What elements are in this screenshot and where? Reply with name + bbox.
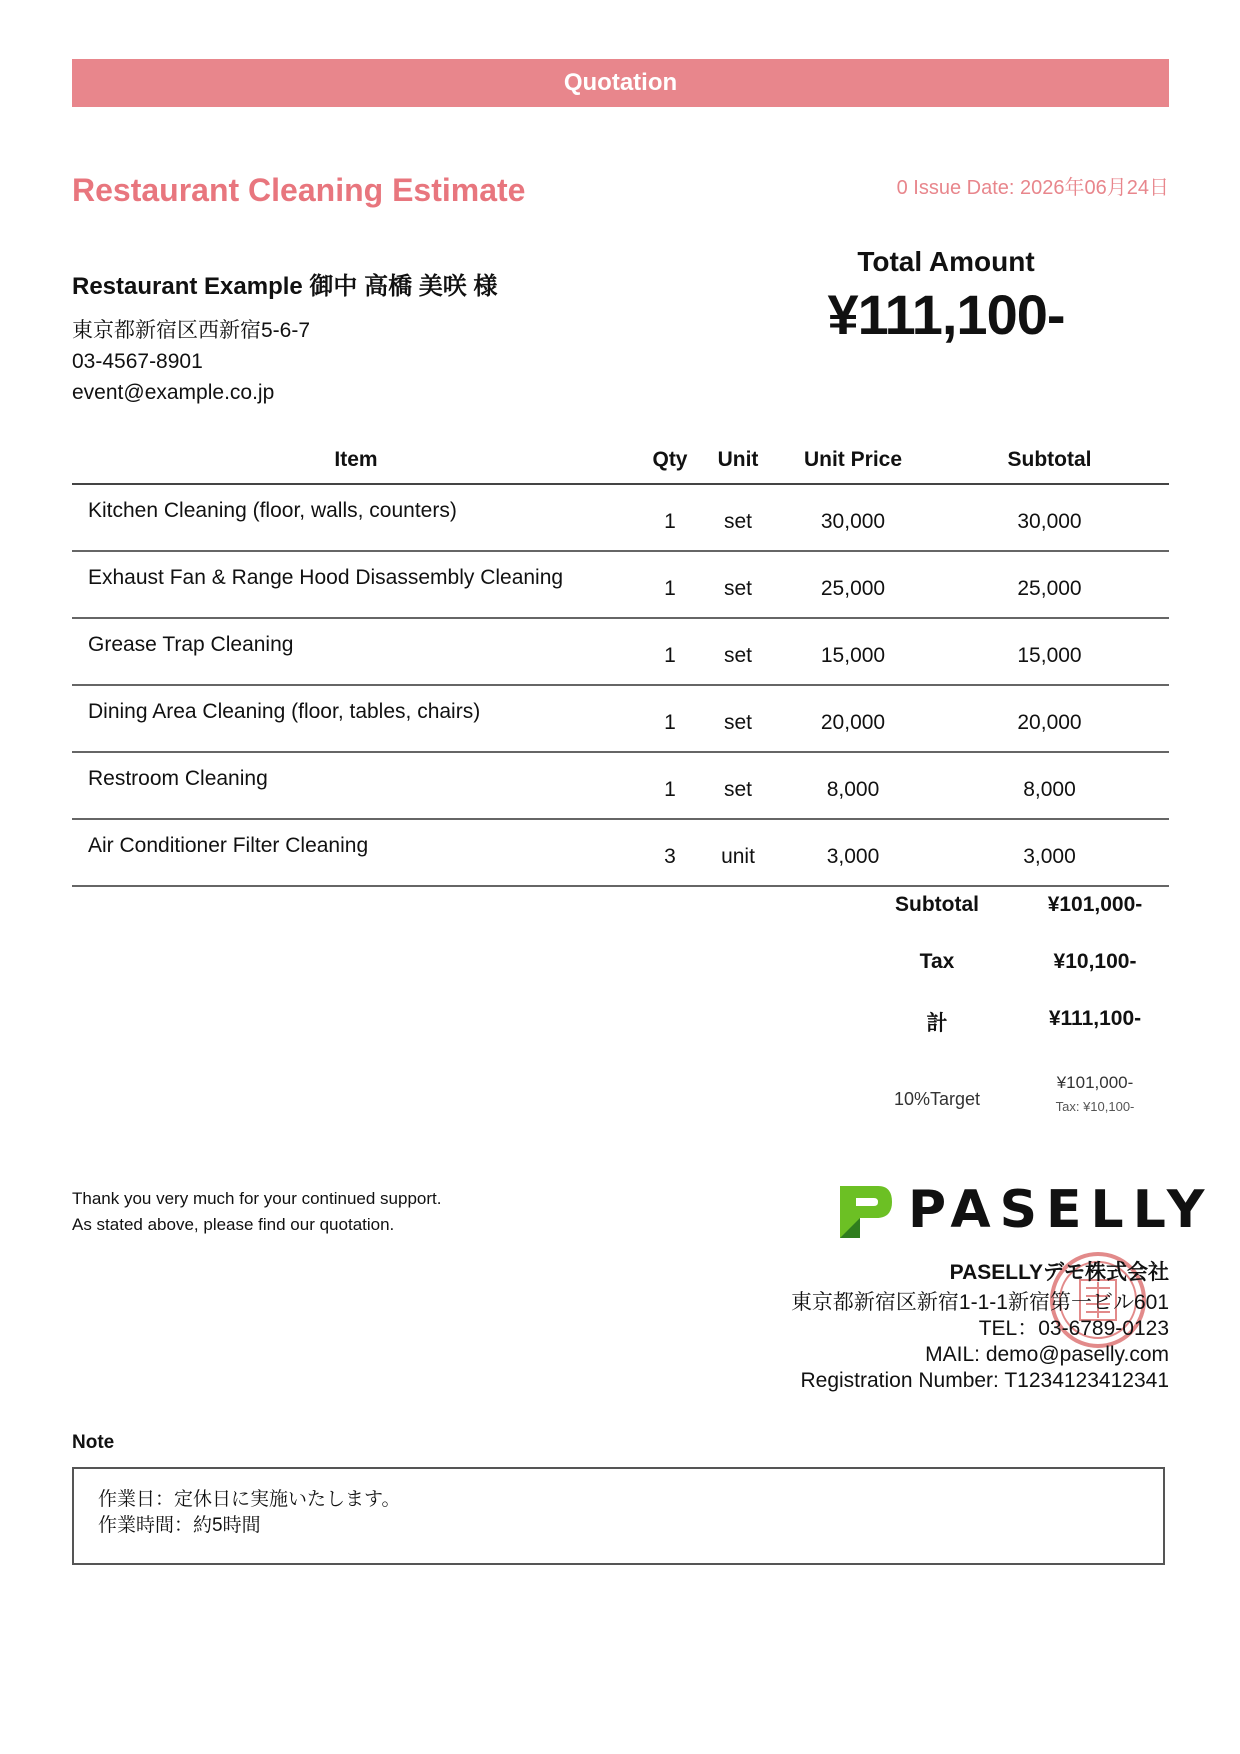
table-row <box>72 752 1169 819</box>
row-subtotal: 8,000 <box>1023 777 1076 801</box>
tax-breakdown <box>858 1073 1174 1114</box>
note-box <box>72 1467 1165 1565</box>
row-unit-price: 25,000 <box>820 576 886 600</box>
company-logo <box>838 1180 1213 1240</box>
table-row <box>72 484 1169 551</box>
header-subtotal: Subtotal <box>1007 447 1092 471</box>
company-tel: TEL：03-6789-0123 <box>978 1317 1169 1340</box>
row-item: Air Conditioner Filter Cleaning <box>88 834 369 857</box>
tax-target-amount: ¥101,000- <box>1056 1073 1134 1092</box>
row-unit: set <box>723 777 752 801</box>
subtotal-row <box>858 893 1174 950</box>
thanks-line-1: Thank you very much for your continued support. <box>72 1189 442 1208</box>
tax-target-label: 10%Target <box>893 1089 981 1109</box>
row-qty: 1 <box>664 576 676 600</box>
table-row <box>72 819 1169 886</box>
tax-value: ¥10,100- <box>1053 950 1137 973</box>
client-address: 東京都新宿区西新宿5-6-7 <box>72 319 311 342</box>
total-amount-value: ¥111,100- <box>827 283 1065 346</box>
subtotal-value: ¥101,000- <box>1047 893 1143 916</box>
grand-total-label: 計 <box>926 1012 948 1035</box>
header-item: Item <box>334 447 378 471</box>
row-unit: set <box>723 710 752 734</box>
client-name: Restaurant Example 御中 高橋 美咲 様 <box>72 273 498 300</box>
row-subtotal: 30,000 <box>1017 509 1082 533</box>
row-unit-price: 30,000 <box>820 509 886 533</box>
row-qty: 1 <box>664 710 676 734</box>
row-unit-price: 3,000 <box>826 844 880 868</box>
row-item: Grease Trap Cleaning <box>88 633 294 656</box>
row-item: Dining Area Cleaning (floor, tables, chairs) <box>88 700 481 723</box>
row-subtotal: 25,000 <box>1017 576 1082 600</box>
tax-target-values <box>1016 1073 1174 1114</box>
header-unit-price: Unit Price <box>803 447 903 471</box>
row-item: Exhaust Fan & Range Hood Disassembly Cleaning <box>88 566 564 589</box>
row-unit: unit <box>721 844 755 868</box>
table-row <box>72 618 1169 685</box>
paselly-leaf-icon <box>838 1180 894 1240</box>
document-type-banner: Quotation <box>72 59 1169 107</box>
row-unit: set <box>723 509 752 533</box>
grand-total-value: ¥111,100- <box>1048 1007 1142 1030</box>
company-registration: Registration Number: T1234123412341 <box>800 1369 1169 1392</box>
row-unit-price: 8,000 <box>826 777 880 801</box>
logo-wordmark: PASELLY <box>908 1180 1214 1240</box>
client-block <box>72 266 497 408</box>
company-mail: MAIL: demo@paselly.com <box>925 1343 1169 1366</box>
row-unit-price: 15,000 <box>820 643 886 667</box>
tax-label: Tax <box>919 950 955 973</box>
total-amount-label: Total Amount <box>857 246 1035 277</box>
document-title: Restaurant Cleaning Estimate <box>72 172 526 208</box>
company-block <box>791 1260 1169 1394</box>
row-item: Restroom Cleaning <box>88 767 268 790</box>
row-subtotal: 20,000 <box>1017 710 1082 734</box>
tax-row <box>858 950 1174 1007</box>
row-unit: set <box>723 576 752 600</box>
note-line-1: 作業日：定休日に実施いたします。 <box>98 1489 401 1510</box>
grand-total-row <box>858 1007 1174 1064</box>
row-subtotal: 3,000 <box>1023 844 1076 868</box>
subtotal-label: Subtotal <box>895 893 979 916</box>
row-item: Kitchen Cleaning (floor, walls, counters) <box>88 499 457 522</box>
row-unit: set <box>723 643 752 667</box>
line-items-table <box>72 436 1169 887</box>
row-subtotal: 15,000 <box>1017 643 1082 667</box>
company-address: 東京都新宿区新宿1-1-1新宿第一ビル601 <box>790 1291 1169 1314</box>
row-qty: 1 <box>664 643 676 667</box>
table-row <box>72 551 1169 618</box>
thanks-message <box>72 1186 441 1238</box>
thanks-line-2: As stated above, please find our quotation. <box>72 1215 395 1234</box>
row-qty: 3 <box>664 844 676 868</box>
table-header-row <box>72 436 1169 484</box>
client-email: event@example.co.jp <box>72 381 275 404</box>
row-qty: 1 <box>664 777 676 801</box>
table-row <box>72 685 1169 752</box>
note-line-2: 作業時間：約5時間 <box>98 1515 261 1536</box>
totals-block <box>858 893 1174 1064</box>
issue-date: 0 Issue Date: 2026年06月24日 <box>896 177 1169 199</box>
row-unit-price: 20,000 <box>820 710 886 734</box>
header-qty: Qty <box>652 447 688 471</box>
client-phone: 03-4567-8901 <box>72 350 203 373</box>
tax-target-tax: Tax: ¥10,100- <box>1055 1099 1135 1114</box>
header-unit: Unit <box>717 447 759 471</box>
row-qty: 1 <box>664 509 676 533</box>
company-name: PASELLYデモ株式会社 <box>949 1261 1169 1284</box>
note-label: Note <box>72 1432 115 1453</box>
